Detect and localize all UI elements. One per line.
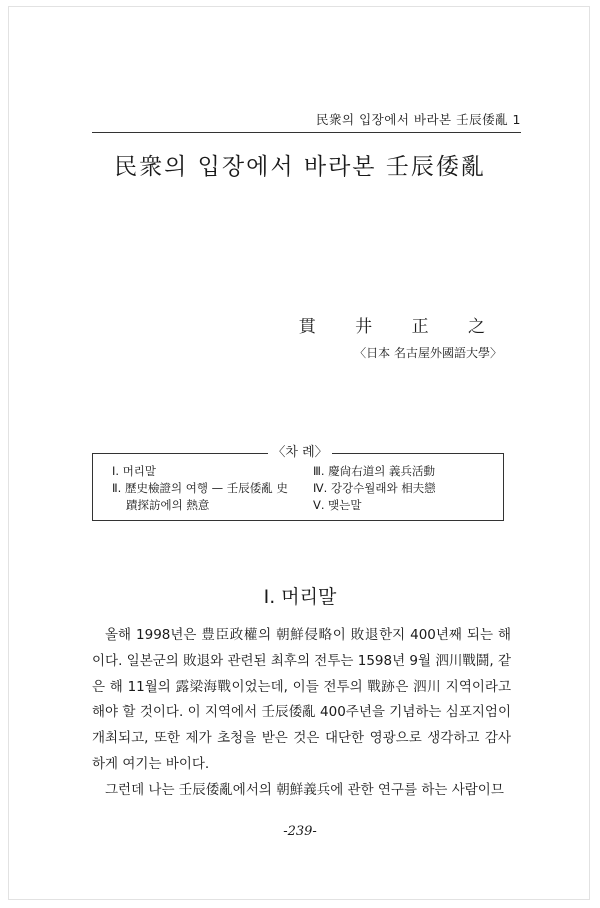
section-heading: Ⅰ. 머리말 (263, 586, 337, 608)
header-rule (92, 132, 521, 133)
toc-item-2-continuation: 蹟探訪에의 熱意 (126, 498, 210, 512)
paragraph-1: 올해 1998년은 豊臣政權의 朝鮮侵略이 敗退한지 400년째 되는 해이다. 일본군의 敗退와 관련된 최후의 전투는 1598년 9월 泗川戰鬪, 같은 해 11월의 露梁海戰이었는데, 이들 전투의 戰跡은 泗川 지역이라고 해야 할 것이다. 이 지역에서 壬辰倭亂 400주년을 기념하는 심포지엄이 개최되고, 또한 제가 초청을 받은 것은 대단한 영광으로 생각하고 감사하게 여기는 바이다. (92, 627, 511, 772)
toc-item-1: Ⅰ. 머리말 (112, 464, 157, 478)
article-title: 民衆의 입장에서 바라본 壬辰倭亂 (114, 154, 486, 180)
author-affiliation: 〈日本 名古屋外國語大學〉 (354, 346, 502, 360)
author-name: 貫 井 正 之 (298, 317, 502, 337)
toc-title-label: 〈차 례〉 (268, 445, 331, 460)
running-header: 民衆의 입장에서 바라본 壬辰倭亂 1 (316, 112, 521, 127)
paragraph-2: 그런데 나는 壬辰倭亂에서의 朝鮮義兵에 관한 연구를 하는 사람이므 (105, 781, 504, 798)
page-number: -239- (283, 824, 317, 839)
toc-item-4: Ⅳ. 강강수월래와 相夫戀 (313, 481, 436, 495)
toc-item-5: Ⅴ. 맺는말 (313, 498, 362, 512)
toc-item-3: Ⅲ. 慶尙右道의 義兵活動 (313, 464, 436, 478)
toc-item-2: Ⅱ. 歷史檢證의 여행 — 壬辰倭亂 史 (112, 481, 288, 495)
toc-right-column (313, 463, 498, 514)
toc-title (0, 441, 600, 460)
body-text (92, 623, 511, 804)
toc-left-column (112, 463, 307, 514)
